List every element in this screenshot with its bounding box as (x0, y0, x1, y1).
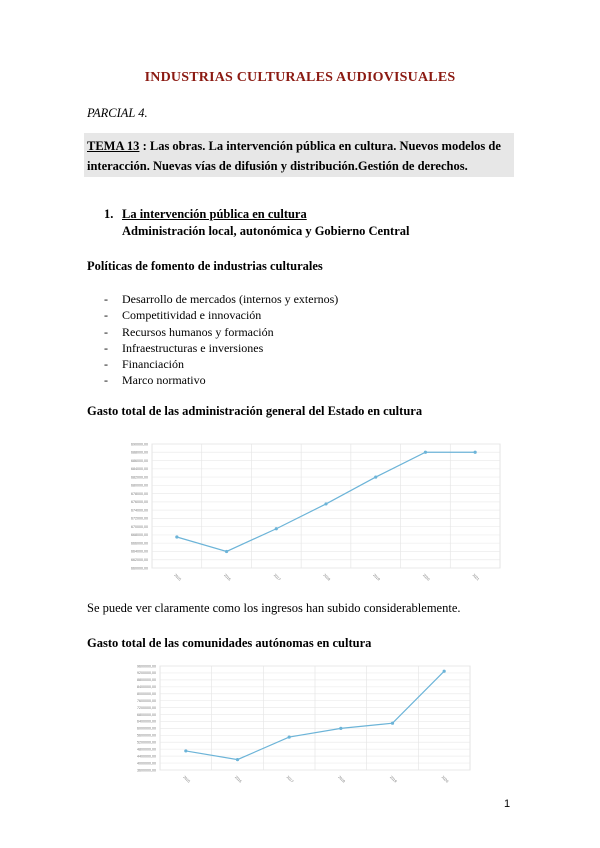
list-item-text: Recursos humanos y formación (122, 324, 274, 339)
y-tick-label: 670000,00 (131, 524, 148, 529)
list-item-text: Financiación (122, 357, 184, 372)
y-tick-label: 674000,00 (131, 508, 148, 513)
y-tick-label: 6400000,00 (137, 719, 156, 724)
y-tick-label: 672000,00 (131, 516, 148, 521)
y-tick-label: 7600000,00 (137, 698, 156, 703)
data-point (236, 758, 239, 761)
x-tick-label: 2020 (421, 573, 431, 582)
data-point (184, 749, 187, 752)
y-tick-label: 6000000,00 (137, 726, 156, 731)
policies-heading: Políticas de fomento de industrias culturales (87, 259, 323, 273)
y-tick-label: 4000000,00 (137, 761, 156, 766)
y-tick-label: 682000,00 (131, 475, 148, 480)
bullet-dash: - (104, 324, 108, 339)
y-tick-label: 6800000,00 (137, 712, 156, 717)
section-title: La intervención pública en cultura (122, 207, 307, 221)
y-tick-label: 4800000,00 (137, 747, 156, 752)
y-tick-label: 5600000,00 (137, 733, 156, 738)
y-tick-label: 676000,00 (131, 500, 148, 505)
list-item (104, 291, 338, 307)
data-point (339, 727, 342, 730)
x-tick-label: 2018 (322, 573, 331, 582)
y-tick-label: 668000,00 (131, 533, 148, 538)
list-item-text: Competitividad e innovación (122, 308, 262, 323)
data-point (288, 735, 291, 738)
plot-area (152, 444, 500, 568)
y-tick-label: 3600000,00 (137, 768, 156, 773)
data-point (443, 670, 446, 673)
list-item-text: Marco normativo (122, 373, 206, 388)
y-tick-label: 684000,00 (131, 467, 148, 472)
list-item (104, 372, 338, 388)
y-tick-label: 678000,00 (131, 491, 148, 496)
list-item (104, 307, 338, 323)
x-tick-label: 2016 (233, 775, 243, 784)
regional-culture-spending-chart (108, 660, 478, 790)
y-tick-label: 7200000,00 (137, 705, 156, 710)
x-tick-label: 2020 (440, 775, 450, 784)
y-tick-label: 664000,00 (131, 549, 148, 554)
policies-list (104, 291, 338, 389)
y-tick-label: 666000,00 (131, 541, 148, 546)
data-point (275, 527, 278, 530)
data-point (391, 722, 394, 725)
y-tick-label: 4400000,00 (137, 754, 156, 759)
y-tick-label: 8400000,00 (137, 685, 156, 690)
x-tick-label: 2018 (337, 775, 346, 784)
x-tick-label: 2021 (471, 573, 481, 582)
data-point (175, 535, 178, 538)
y-tick-label: 680000,00 (131, 483, 148, 488)
topic-text: Las obras. La intervención pública en cultura. Nuevos modelos de interacción. Nuevas vías de difusión y distribución.Gestión de derechos. (87, 139, 501, 173)
y-tick-label: 688000,00 (131, 450, 148, 455)
bullet-dash: - (104, 292, 108, 306)
x-tick-label: 2016 (223, 573, 232, 582)
topic-label: TEMA 13 (87, 139, 140, 153)
data-point (424, 451, 427, 454)
x-tick-label: 2019 (388, 775, 398, 784)
topic-heading (87, 136, 517, 176)
y-tick-label: 9600000,00 (137, 664, 156, 669)
bullet-dash: - (104, 357, 108, 372)
list-item (104, 356, 338, 372)
y-tick-label: 9200000,00 (137, 671, 156, 676)
bullet-dash: - (104, 340, 108, 355)
y-tick-label: 8800000,00 (137, 678, 156, 683)
x-tick-label: 2017 (285, 775, 295, 784)
x-tick-label: 2015 (182, 775, 191, 784)
y-tick-label: 5200000,00 (137, 740, 156, 745)
section-number: 1. (104, 207, 114, 221)
data-point (324, 502, 327, 505)
section-subtitle: Administración local, autonómica y Gobierno Central (122, 224, 410, 238)
data-point (374, 475, 377, 478)
y-tick-label: 686000,00 (131, 458, 148, 463)
data-point (225, 550, 228, 553)
list-item (104, 324, 338, 340)
data-point (474, 451, 477, 454)
state-culture-spending-chart (100, 436, 508, 592)
y-tick-label: 660000,00 (131, 566, 148, 571)
x-tick-label: 2015 (173, 573, 182, 582)
y-tick-label: 662000,00 (131, 557, 148, 562)
list-item-text: Infraestructuras e inversiones (122, 340, 264, 355)
bullet-dash: - (104, 373, 108, 388)
y-tick-label: 690000,00 (131, 442, 148, 447)
page-number: 1 (504, 798, 511, 810)
list-item-text: Desarrollo de mercados (internos y externos) (122, 292, 339, 306)
x-tick-label: 2019 (372, 573, 381, 582)
chart2-heading: Gasto total de las comunidades autónomas en cultura (87, 636, 372, 650)
partial-label: PARCIAL 4. (87, 106, 148, 120)
document-title: INDUSTRIAS CULTURALES AUDIOVISUALES (144, 70, 456, 85)
y-tick-label: 8000000,00 (137, 691, 156, 696)
body-paragraph: Se puede ver claramente como los ingresos han subido considerablemente. (87, 601, 461, 615)
chart1-heading: Gasto total de las administración general del Estado en cultura (87, 404, 423, 418)
x-tick-label: 2017 (272, 573, 282, 582)
topic-separator: : (139, 139, 147, 153)
bullet-dash: - (104, 308, 108, 323)
list-item (104, 340, 338, 356)
